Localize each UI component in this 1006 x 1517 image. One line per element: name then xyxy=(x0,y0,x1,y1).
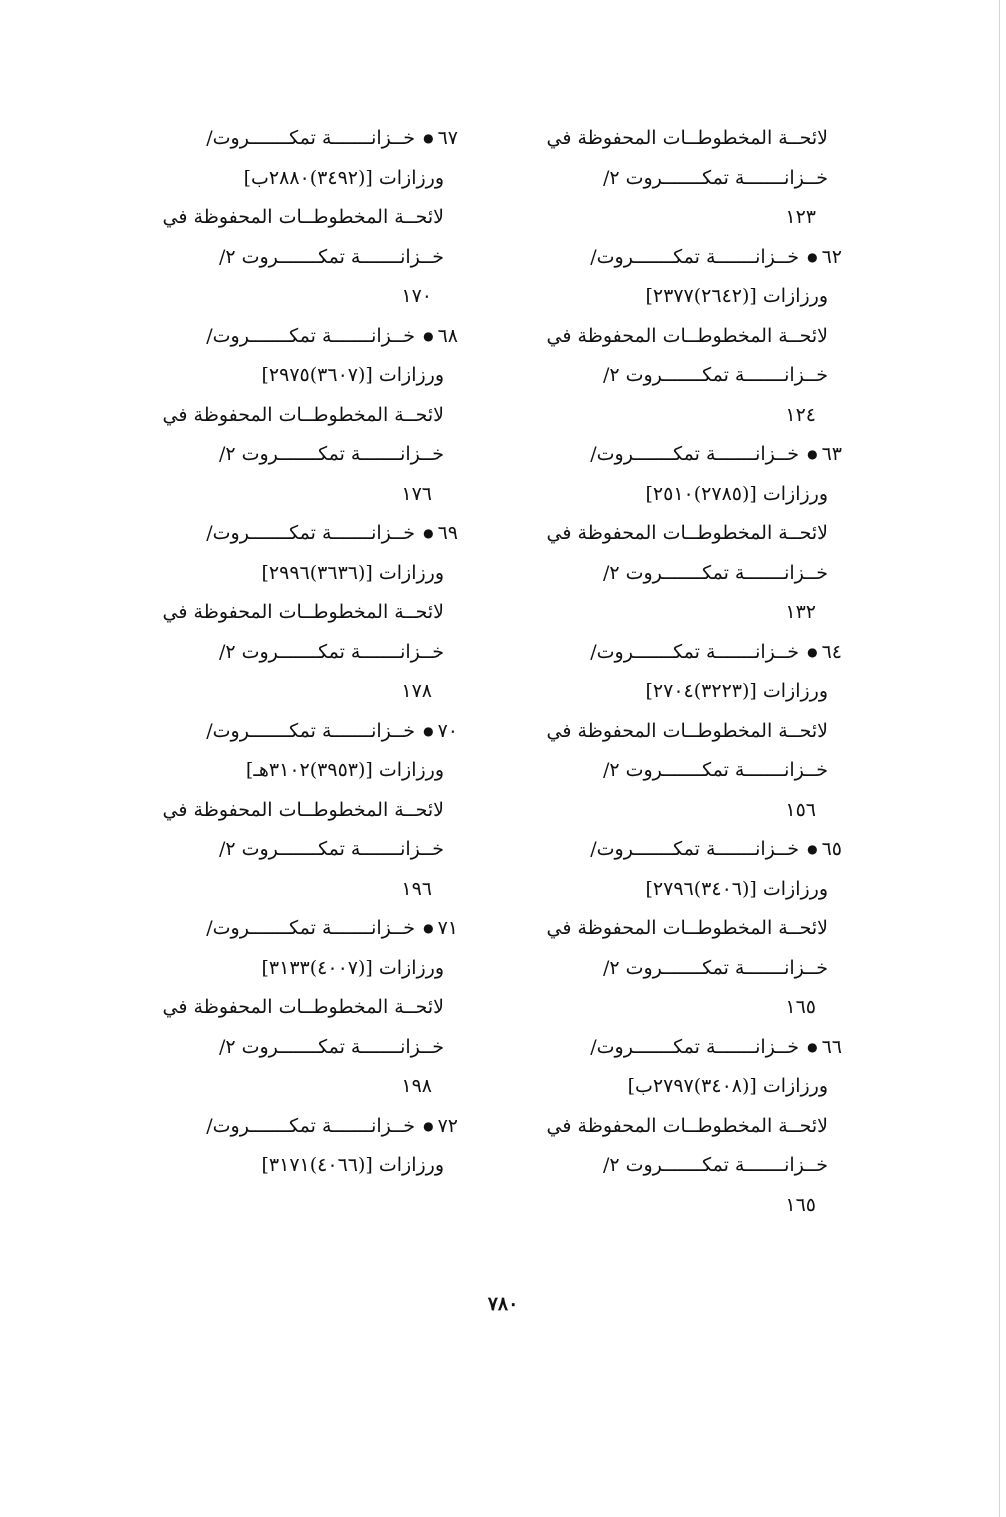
entry-line: ورزازات [(٤٠٦٦)٣١٧١] xyxy=(261,1154,444,1176)
entry-page-ref: ١٦٥ xyxy=(785,1193,816,1216)
entry-line: ورزازات [(٣٢٢٣)٢٧٠٤] xyxy=(645,680,828,702)
entry-line: لائحــة المخطوطــات المحفوظة في xyxy=(546,917,828,939)
entry-head: خــزانـــــــة تمكـــــــروت/ xyxy=(590,838,800,860)
bullet-icon: ● xyxy=(423,526,434,541)
bullet-icon: ● xyxy=(423,921,434,936)
entry-page-ref: ١٢٣ xyxy=(785,206,816,228)
entry-64 xyxy=(502,633,842,831)
entry-line: خــزانـــــــة تمكـــــــروت ٢/ xyxy=(602,759,828,781)
entry-63 xyxy=(502,435,842,633)
entry-line: لائحــة المخطوطــات المحفوظة في xyxy=(546,1114,828,1137)
entry-line: ورزازات [(٣٩٥٣)٣١٠٢هـ] xyxy=(245,759,444,781)
entry-65 xyxy=(502,830,842,1028)
entry-head: خــزانـــــــة تمكـــــــروت/ xyxy=(206,324,416,347)
entry-number: ٦٨ xyxy=(437,324,458,347)
entry-line: لائحــة المخطوطــات المحفوظة في xyxy=(546,127,828,149)
entry-line: خــزانـــــــة تمكـــــــروت ٢/ xyxy=(602,561,828,584)
entry-number: ٦٦ xyxy=(821,1035,842,1058)
entry-number: ٦٧ xyxy=(437,127,458,149)
entry-head-line xyxy=(502,830,842,870)
entry-line: لائحــة المخطوطــات المحفوظة في xyxy=(162,798,444,821)
entry-number: ٧١ xyxy=(437,917,458,939)
entry-page-ref: ١٢٤ xyxy=(785,403,816,426)
bullet-icon: ● xyxy=(423,328,434,343)
entry-line: ورزازات [(٢٧٨٥)٢٥١٠] xyxy=(645,482,828,505)
entry-page-ref: ١٩٦ xyxy=(401,877,432,900)
entry-number: ٧٠ xyxy=(437,719,458,742)
entry-line: خــزانـــــــة تمكـــــــروت ٢/ xyxy=(602,1154,828,1176)
entry-line: لائحــة المخطوطــات المحفوظة في xyxy=(162,601,444,623)
entry-page-ref: ١٧٦ xyxy=(401,482,432,505)
bullet-icon: ● xyxy=(807,249,818,264)
right-column xyxy=(502,119,842,1225)
entry-71 xyxy=(118,909,458,1107)
entry-line: خــزانـــــــة تمكـــــــروت ٢/ xyxy=(602,364,828,386)
entry-line: خــزانـــــــة تمكـــــــروت ٢/ xyxy=(218,838,444,860)
entry-70 xyxy=(118,712,458,910)
bullet-icon: ● xyxy=(807,842,818,857)
entry-67 xyxy=(118,119,458,317)
entry-line: خــزانـــــــة تمكـــــــروت ٢/ xyxy=(218,245,444,268)
entry-69 xyxy=(118,514,458,712)
bullet-icon: ● xyxy=(807,644,818,659)
entry-head: خــزانـــــــة تمكـــــــروت/ xyxy=(590,443,800,465)
entry-page-ref: ١٣٢ xyxy=(785,601,816,623)
entry-head-line xyxy=(118,909,458,949)
left-column xyxy=(118,119,458,1186)
entry-head-line xyxy=(502,633,842,673)
entry-number: ٦٣ xyxy=(821,443,842,465)
entry-line: ورزازات [(٣٤٠٨)٢٧٩٧ب] xyxy=(627,1075,828,1097)
entry-number: ٦٥ xyxy=(821,838,842,860)
entry-line: ورزازات [(٣٤٩٢)٢٨٨٠ب] xyxy=(243,166,444,189)
entry-line: خــزانـــــــة تمكـــــــروت ٢/ xyxy=(218,443,444,465)
entry-72 xyxy=(118,1107,458,1186)
entry-page-ref: ١٩٨ xyxy=(401,1075,432,1097)
entry-page-ref: ١٥٦ xyxy=(785,798,816,821)
entry-line: لائحــة المخطوطــات المحفوظة في xyxy=(162,403,444,426)
entry-head-line xyxy=(118,1107,458,1147)
entry-line: لائحــة المخطوطــات المحفوظة في xyxy=(162,206,444,228)
entry-head: خــزانـــــــة تمكـــــــروت/ xyxy=(590,640,800,663)
entry-line: خــزانـــــــة تمكـــــــروت ٢/ xyxy=(602,166,828,189)
entry-head: خــزانـــــــة تمكـــــــروت/ xyxy=(206,917,416,939)
bullet-icon: ● xyxy=(807,447,818,462)
entry-head-line xyxy=(502,435,842,475)
bullet-icon: ● xyxy=(423,723,434,738)
entry-page-ref: ١٦٥ xyxy=(785,996,816,1018)
entry-head: خــزانـــــــة تمكـــــــروت/ xyxy=(206,1114,416,1137)
entry-head: خــزانـــــــة تمكـــــــروت/ xyxy=(590,245,800,268)
entry-head-line xyxy=(118,712,458,752)
entry-number: ٦٤ xyxy=(821,640,842,663)
entry-line: ورزازات [(٣٦٣٦)٢٩٩٦] xyxy=(261,561,444,584)
entry-line: خــزانـــــــة تمكـــــــروت ٢/ xyxy=(602,956,828,979)
entry-68 xyxy=(118,317,458,515)
entry-head: خــزانـــــــة تمكـــــــروت/ xyxy=(590,1035,800,1058)
entry-head-line xyxy=(502,1028,842,1068)
bullet-icon: ● xyxy=(423,131,434,146)
entry-head: خــزانـــــــة تمكـــــــروت/ xyxy=(206,719,416,742)
entry-62 xyxy=(502,238,842,436)
entry-head: خــزانـــــــة تمكـــــــروت/ xyxy=(206,522,416,544)
page-number: ٧٨٠ xyxy=(487,1293,519,1315)
entry-line: ورزازات [(٣٦٠٧)٢٩٧٥] xyxy=(261,364,444,386)
entry-head-line xyxy=(118,317,458,357)
entry-line: خــزانـــــــة تمكـــــــروت ٢/ xyxy=(218,640,444,663)
entry-line: لائحــة المخطوطــات المحفوظة في xyxy=(546,719,828,742)
entry-line: ورزازات [(٢٦٤٢)٢٣٧٧] xyxy=(645,285,828,307)
entry-number: ٦٢ xyxy=(821,245,842,268)
entry-continuation xyxy=(502,119,842,238)
entry-line: ورزازات [(٤٠٠٧)٣١٣٣] xyxy=(261,956,444,979)
entry-head-line xyxy=(118,119,458,159)
entry-page-ref: ١٧٠ xyxy=(401,285,432,307)
entry-line: ورزازات [(٣٤٠٦)٢٧٩٦] xyxy=(645,877,828,900)
entry-line: لائحــة المخطوطــات المحفوظة في xyxy=(546,522,828,544)
entry-page-ref: ١٧٨ xyxy=(401,680,432,702)
bullet-icon: ● xyxy=(807,1039,818,1054)
entry-line: لائحــة المخطوطــات المحفوظة في xyxy=(546,324,828,347)
entry-head-line xyxy=(502,238,842,278)
entry-head: خــزانـــــــة تمكـــــــروت/ xyxy=(206,127,416,149)
entry-line: خــزانـــــــة تمكـــــــروت ٢/ xyxy=(218,1035,444,1058)
scan-edge-line xyxy=(999,0,1000,1517)
entry-head-line xyxy=(118,514,458,554)
entry-66 xyxy=(502,1028,842,1226)
bullet-icon: ● xyxy=(423,1118,434,1133)
entry-number: ٦٩ xyxy=(437,522,458,544)
entry-line: لائحــة المخطوطــات المحفوظة في xyxy=(162,996,444,1018)
entry-number: ٧٢ xyxy=(437,1114,458,1137)
